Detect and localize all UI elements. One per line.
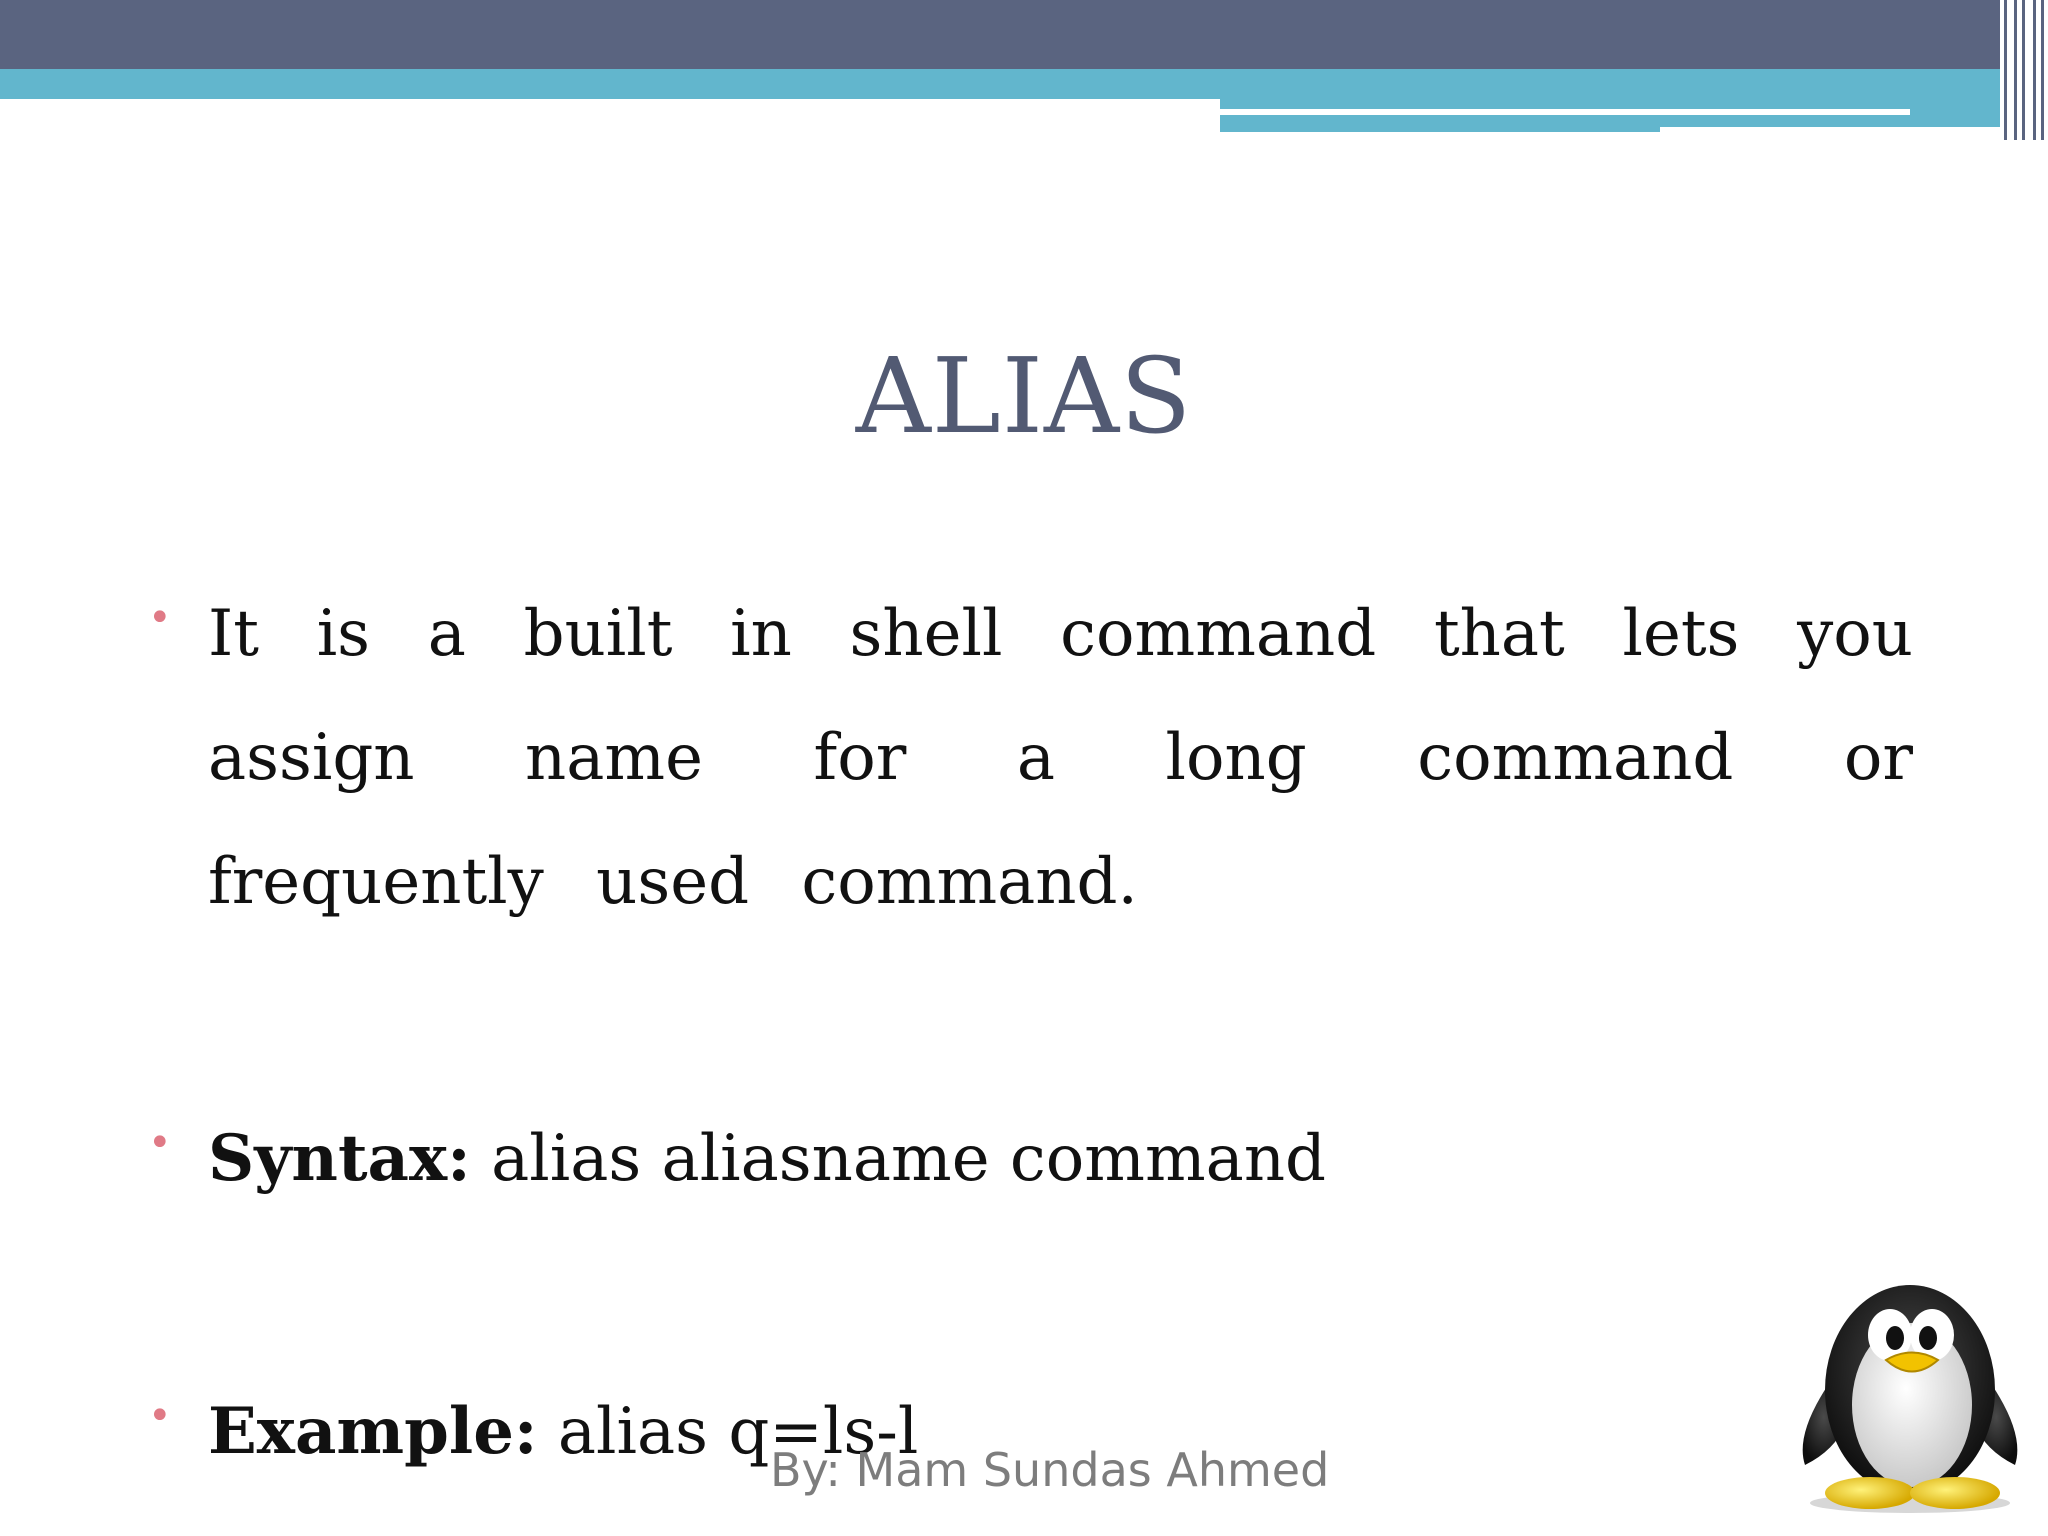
bullet-marker: • (148, 1393, 172, 1439)
vertical-line (2022, 0, 2025, 140)
vertical-line (2004, 0, 2007, 140)
header-white-line (1220, 109, 1910, 115)
vertical-line (2033, 0, 2036, 140)
slide-footer: By: Mam Sundas Ahmed (770, 1443, 1330, 1497)
bullet-marker: • (148, 1120, 172, 1166)
header-bar-teal (0, 69, 2005, 99)
bullet-text: It is a built in shell command that lets you assign name for a long command or frequently used command. (208, 597, 1913, 919)
slide-title: ALIAS (855, 335, 1193, 457)
header-vertical-lines (2000, 0, 2048, 140)
header-bar-dark (0, 0, 2048, 69)
example-label: Example: (208, 1394, 538, 1469)
header-white-area (0, 99, 1220, 139)
header-white-notch (1660, 127, 2005, 139)
bullet-marker: • (148, 595, 172, 641)
syntax-label: Syntax: (208, 1121, 471, 1196)
vertical-line (2014, 0, 2017, 140)
vertical-line (2041, 0, 2044, 140)
syntax-text: alias aliasname command (470, 1122, 1326, 1196)
tux-penguin-icon (1790, 1265, 2030, 1515)
bullet-text (208, 1097, 1913, 1221)
example-text: alias q=ls-l (537, 1395, 919, 1469)
